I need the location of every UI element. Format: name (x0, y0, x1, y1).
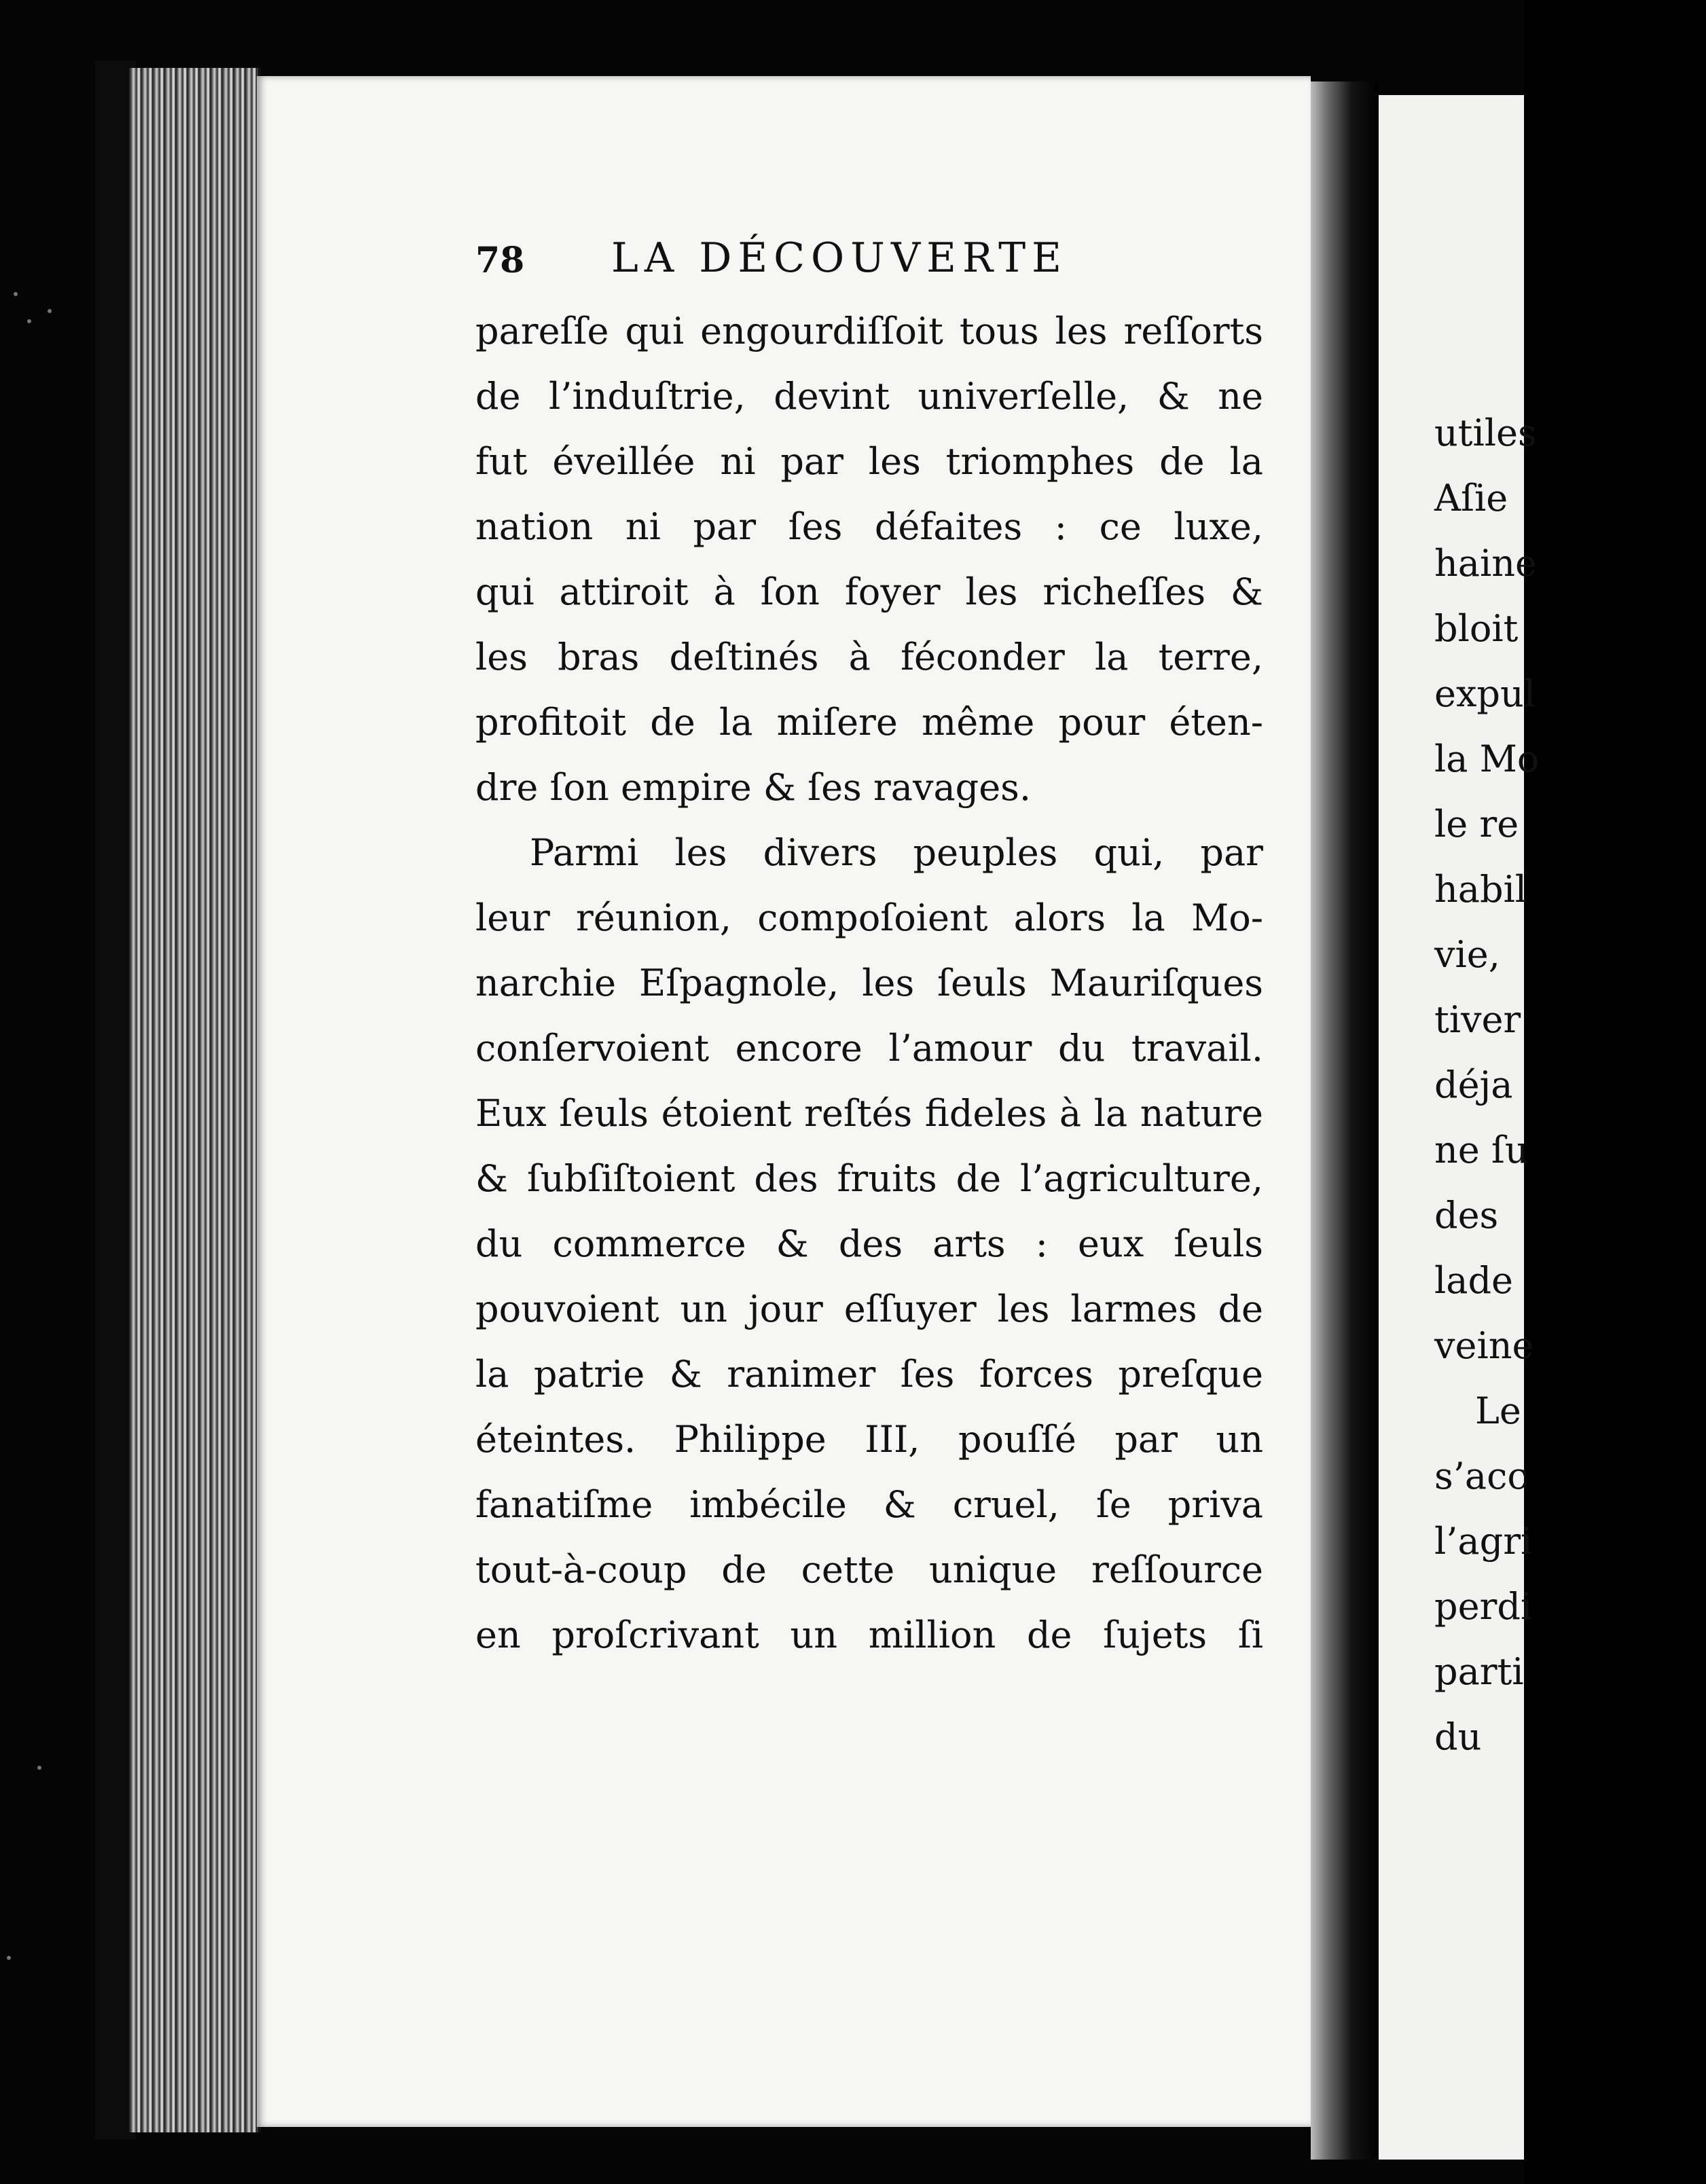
right-page-cropped (1379, 95, 1540, 2160)
facing-text-line: s’acc (1434, 1455, 1528, 1497)
text-line: Parmi les divers peuples qui, par (530, 831, 1263, 874)
text-line: conſervoient encore l’amour du travail. (475, 1027, 1263, 1070)
text-line: tout-à-coup de cette unique reſſource (475, 1548, 1263, 1591)
facing-text-line: le re (1434, 803, 1519, 845)
text-line: fut éveillée ni par les triomphes de la (475, 440, 1263, 483)
facing-text-line: haine (1434, 542, 1537, 585)
speck (14, 292, 18, 296)
text-line: Eux ſeuls étoient reſtés fideles à la nature (475, 1092, 1263, 1135)
facing-text-line: Aſie (1434, 477, 1508, 520)
text-line: leur réunion, compoſoient alors la Mo- (475, 896, 1263, 939)
speck (27, 319, 31, 323)
page-number: 78 (475, 240, 525, 281)
running-head (475, 234, 1263, 289)
facing-body-text (1434, 401, 1706, 1770)
text-line: la patrie & ranimer ſes forces preſque (475, 1353, 1263, 1396)
text-line: de l’induſtrie, devint univerſelle, & ne (475, 375, 1263, 418)
speck (7, 1956, 11, 1960)
facing-text-line: utiles (1434, 412, 1537, 454)
facing-text-line: tiver (1434, 998, 1521, 1041)
text-line: pareſſe qui engourdiſſoit tous les reſſorts (475, 310, 1263, 352)
text-line: & ſubſiſtoient des fruits de l’agriculture, (475, 1157, 1263, 1200)
text-line: profitoit de la miſere même pour éten- (475, 701, 1263, 744)
facing-text-line: du (1434, 1715, 1482, 1758)
speck (48, 309, 52, 313)
facing-text-line: veine (1434, 1324, 1534, 1367)
text-line: pouvoient un jour eſſuyer les larmes de (475, 1288, 1263, 1330)
facing-text-line: expul (1434, 672, 1536, 715)
running-title: LA DÉCOUVERTE (611, 234, 1068, 282)
text-line: narchie Eſpagnole, les ſeuls Mauriſques (475, 962, 1263, 1004)
text-line: en proſcrivant un million de ſujets ſi (475, 1614, 1263, 1656)
text-line: éteintes. Philippe III, pouſſé par un (475, 1418, 1263, 1461)
facing-text-line: lade (1434, 1259, 1513, 1302)
book-gutter (1311, 81, 1379, 2160)
text-line: qui attiroit à ſon foyer les richeſſes & (475, 570, 1263, 613)
text-line: du commerce & des arts : eux ſeuls (475, 1222, 1263, 1265)
facing-text-line: la Mo (1434, 738, 1540, 780)
facing-text-line: des (1434, 1194, 1499, 1237)
text-line: fanatiſme imbécile & cruel, ſe priva (475, 1483, 1263, 1526)
text-line: dre ſon empire & ſes ravages. (475, 766, 1032, 809)
facing-text-line: bloit (1434, 607, 1519, 650)
scan-noise (0, 0, 81, 2184)
text-line: les bras deſtinés à féconder la terre, (475, 636, 1263, 678)
speck (37, 1766, 41, 1770)
text-line: nation ni par ſes défaites : ce luxe, (475, 505, 1263, 548)
facing-text-line: Le (1475, 1389, 1521, 1432)
facing-text-line: déja (1434, 1063, 1513, 1106)
body-text (475, 299, 1263, 1668)
stacked-page-edges (129, 68, 261, 2132)
facing-text-line: parti (1434, 1650, 1524, 1693)
facing-text-line: vie, (1434, 933, 1500, 976)
facing-text-line: l’agri (1434, 1520, 1533, 1563)
facing-text-line: habil (1434, 868, 1527, 911)
facing-text-line: ne ſu (1434, 1129, 1529, 1171)
facing-text-line: perdi (1434, 1585, 1533, 1628)
